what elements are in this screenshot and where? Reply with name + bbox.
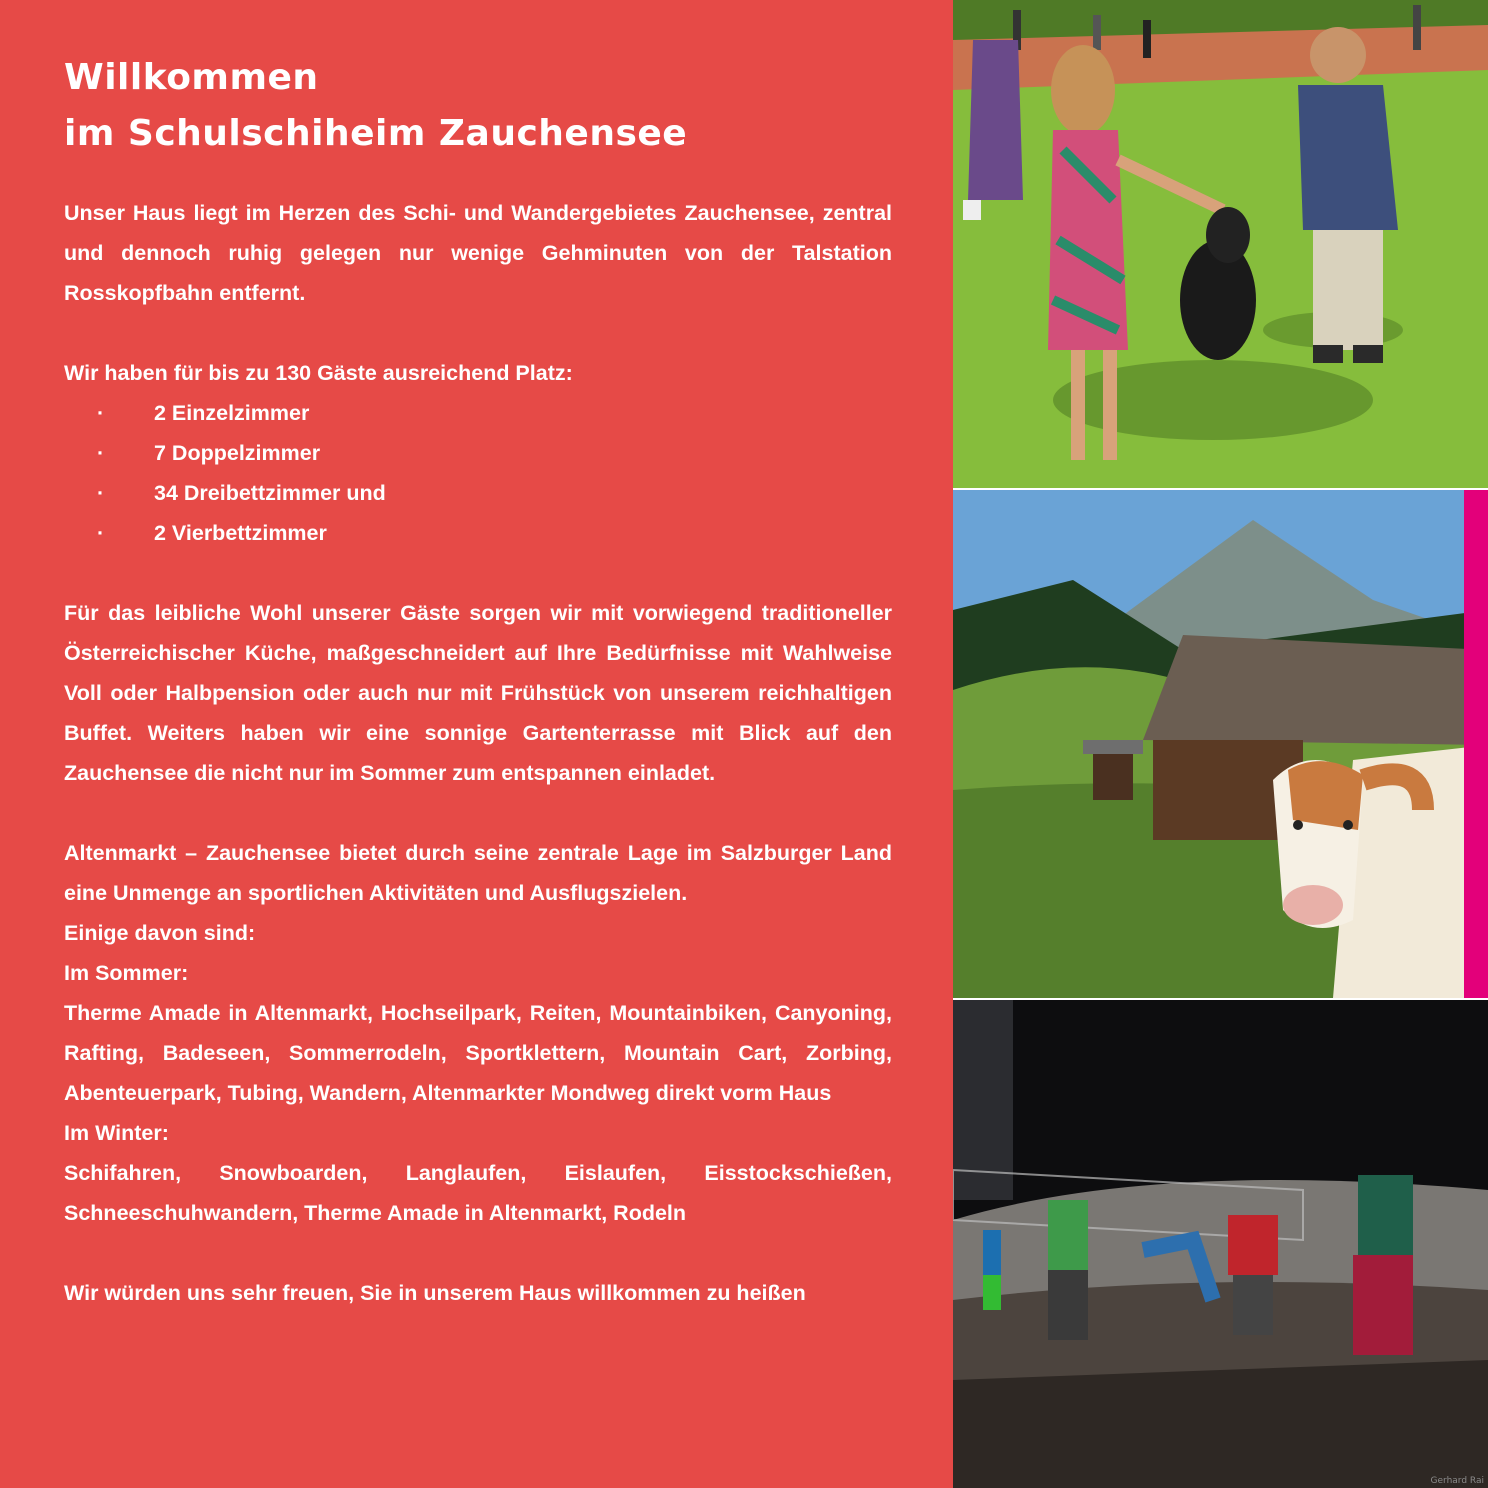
capacity-heading: Wir haben für bis zu 130 Gäste ausreichend Platz: bbox=[64, 361, 573, 385]
food-paragraph: Für das leibliche Wohl unserer Gäste sorgen wir mit vorwiegend traditioneller Österreichischer Küche, maßgeschneidert auf Ihre Bedürfnisse mit Wahlweise Voll oder Halbpension oder auch nur mit Frühstück von unserem reichhaltigen Buffet. Weiters haben wir eine sonnige Gartenterrasse mit Blick auf den Zauchensee die nicht nur im Sommer zum entspannen einladet. bbox=[64, 601, 892, 785]
title-line-1: Willkommen bbox=[64, 57, 319, 98]
title-line-2: im Schulschiheim Zauchensee bbox=[64, 113, 688, 154]
bullet-icon: · bbox=[97, 401, 105, 425]
room-list bbox=[64, 393, 892, 553]
closing-paragraph: Wir würden uns sehr freuen, Sie in unserem Haus willkommen zu heißen bbox=[64, 1281, 806, 1305]
summer-label: Im Sommer: bbox=[64, 961, 189, 985]
list-item: · 7 Doppelzimmer bbox=[64, 433, 892, 473]
photo-credit: Gerhard Rai bbox=[1430, 1476, 1484, 1486]
photo-column bbox=[953, 0, 1488, 1488]
photo-children-dog bbox=[953, 0, 1488, 488]
winter-activities: Schifahren, Snowboarden, Langlaufen, Eislaufen, Eisstockschießen, Schneeschuhwandern, Therme Amade in Altenmarkt, Rodeln bbox=[64, 1161, 892, 1225]
body-text bbox=[64, 193, 892, 1313]
list-item: · 2 Einzelzimmer bbox=[64, 393, 892, 433]
intro-paragraph: Unser Haus liegt im Herzen des Schi- und Wandergebietes Zauchensee, zentral und dennoch ruhig gelegen nur wenige Gehminuten von der Talstation Rosskopfbahn entfernt. bbox=[64, 201, 892, 305]
winter-label: Im Winter: bbox=[64, 1121, 169, 1145]
activities-intro: Altenmarkt – Zauchensee bietet durch seine zentrale Lage im Salzburger Land eine Unmenge an sportlichen Aktivitäten und Ausflugszielen. bbox=[64, 841, 892, 905]
accent-bar bbox=[1464, 490, 1488, 998]
bullet-icon: · bbox=[97, 441, 105, 465]
list-item: · 34 Dreibettzimmer und bbox=[64, 473, 892, 513]
photo-alpine-hut-cow bbox=[953, 490, 1488, 998]
summer-activities: Therme Amade in Altenmarkt, Hochseilpark, Reiten, Mountainbiken, Canyoning, Rafting, Badeseen, Sommerrodeln, Sportklettern, Mountain Cart, Zorbing, Abenteuerpark, Tubing, Wandern, Altenmarkter Mondweg direkt vorm Haus bbox=[64, 1001, 892, 1105]
bullet-icon: · bbox=[97, 481, 105, 505]
list-item: · 2 Vierbettzimmer bbox=[64, 513, 892, 553]
photo-snow-volleyball bbox=[953, 1000, 1488, 1488]
bullet-icon: · bbox=[97, 521, 105, 545]
activities-some: Einige davon sind: bbox=[64, 921, 256, 945]
page-title bbox=[64, 50, 687, 162]
